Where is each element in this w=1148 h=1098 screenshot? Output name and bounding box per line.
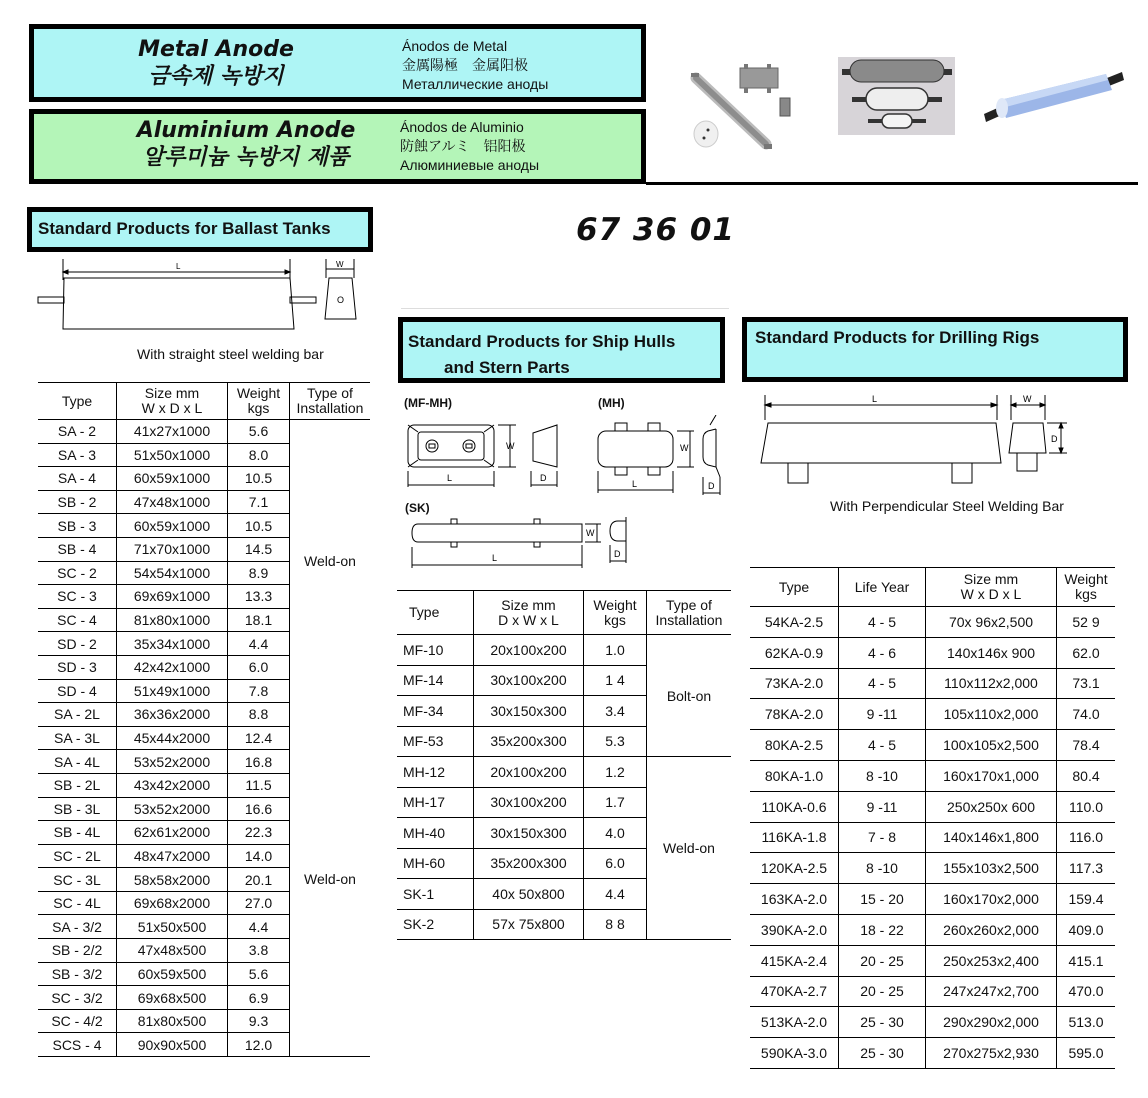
cell-size: 51x50x500 bbox=[117, 915, 228, 939]
cell-type: 415KA-2.4 bbox=[750, 945, 839, 976]
cell-size: 69x68x2000 bbox=[117, 891, 228, 915]
cell-size: 250x253x2,400 bbox=[926, 945, 1057, 976]
cell-life-year: 4 - 5 bbox=[839, 730, 926, 761]
cell-weight: 1.7 bbox=[584, 787, 647, 818]
cell-weight: 52 9 bbox=[1057, 607, 1116, 638]
cell-weight: 6.0 bbox=[584, 848, 647, 879]
cell-type: 78KA-2.0 bbox=[750, 699, 839, 730]
mf-length-label: L bbox=[447, 473, 453, 483]
col-header-type: Type bbox=[38, 383, 117, 420]
cell-size: 110x112x2,000 bbox=[926, 668, 1057, 699]
sk-width-label: W bbox=[586, 528, 595, 538]
cell-size: 54x54x1000 bbox=[117, 561, 228, 585]
table-header-row bbox=[397, 591, 731, 635]
drilling-rigs-table bbox=[750, 567, 1115, 1069]
cell-type: SB - 2 bbox=[38, 490, 117, 514]
anode-plate-image bbox=[740, 64, 778, 93]
cell-weight: 78.4 bbox=[1057, 730, 1116, 761]
cell-weight: 6.9 bbox=[228, 986, 290, 1010]
cell-type: SD - 4 bbox=[38, 679, 117, 703]
cell-weight: 80.4 bbox=[1057, 760, 1116, 791]
cell-weight: 27.0 bbox=[228, 891, 290, 915]
aluminium-anode-translations bbox=[400, 118, 539, 175]
col-header-size: Size mm D x W x L bbox=[474, 591, 584, 635]
table-row bbox=[750, 976, 1115, 1007]
mh-length-label: L bbox=[632, 479, 638, 489]
cell-type: SK-2 bbox=[397, 909, 474, 940]
cell-life-year: 9 -11 bbox=[839, 791, 926, 822]
cell-type: SC - 3 bbox=[38, 585, 117, 609]
table-row bbox=[750, 1038, 1115, 1069]
ship-hulls-header-line1: Standard Products for Ship Hulls bbox=[408, 332, 676, 351]
metal-anode-translations bbox=[402, 37, 548, 94]
cell-weight: 5.6 bbox=[228, 962, 290, 986]
cell-size: 53x52x2000 bbox=[117, 797, 228, 821]
metal-anode-cjk: 金厲陽極 金属阳极 bbox=[402, 57, 528, 73]
mh-width-label: W bbox=[680, 443, 689, 453]
cell-size: 71x70x1000 bbox=[117, 537, 228, 561]
cell-life-year: 4 - 5 bbox=[839, 668, 926, 699]
cell-type: SA - 3 bbox=[38, 443, 117, 467]
cell-weight: 62.0 bbox=[1057, 637, 1116, 668]
cell-type: SB - 3 bbox=[38, 514, 117, 538]
metal-anode-banner bbox=[29, 24, 646, 102]
ballast-tanks-header: Standard Products for Ballast Tanks bbox=[27, 207, 373, 252]
cell-life-year: 20 - 25 bbox=[839, 976, 926, 1007]
cell-weight: 8.8 bbox=[228, 703, 290, 727]
cell-life-year: 25 - 30 bbox=[839, 1038, 926, 1069]
cell-weight: 1.2 bbox=[584, 757, 647, 788]
cell-weight: 12.4 bbox=[228, 726, 290, 750]
cell-type: SD - 3 bbox=[38, 655, 117, 679]
cell-type: MH-40 bbox=[397, 818, 474, 849]
cell-type: SB - 2L bbox=[38, 773, 117, 797]
aluminium-anode-title-en: Aluminium Anode bbox=[136, 118, 356, 143]
cell-size: 90x90x500 bbox=[117, 1033, 228, 1057]
drilling-rigs-caption: With Perpendicular Steel Welding Bar bbox=[830, 498, 1064, 514]
table-row bbox=[750, 668, 1115, 699]
cell-weight: 7.8 bbox=[228, 679, 290, 703]
cell-life-year: 8 -10 bbox=[839, 760, 926, 791]
cell-size: 43x42x2000 bbox=[117, 773, 228, 797]
col-header-weight: Weight kgs bbox=[1057, 568, 1116, 607]
cell-size: 160x170x1,000 bbox=[926, 760, 1057, 791]
cell-type: SA - 4L bbox=[38, 750, 117, 774]
cell-type: MF-14 bbox=[397, 665, 474, 696]
cell-weight: 4.0 bbox=[584, 818, 647, 849]
cell-weight: 116.0 bbox=[1057, 822, 1116, 853]
cell-type: 470KA-2.7 bbox=[750, 976, 839, 1007]
cell-type: SC - 3/2 bbox=[38, 986, 117, 1010]
cell-size: 260x260x2,000 bbox=[926, 914, 1057, 945]
col-header-installation: Type of Installation bbox=[647, 591, 732, 635]
cell-type: SC - 4L bbox=[38, 891, 117, 915]
cell-size: 140x146x1,800 bbox=[926, 822, 1057, 853]
table-row bbox=[750, 1007, 1115, 1038]
cell-size: 69x68x500 bbox=[117, 986, 228, 1010]
col-header-life-year: Life Year bbox=[839, 568, 926, 607]
table-row bbox=[750, 730, 1115, 761]
cell-type: MH-60 bbox=[397, 848, 474, 879]
cell-size: 47x48x1000 bbox=[117, 490, 228, 514]
cell-type: 120KA-2.5 bbox=[750, 853, 839, 884]
product-photo-oval-anodes bbox=[838, 57, 955, 135]
aluminium-anode-banner bbox=[29, 109, 646, 184]
cell-weight: 6.0 bbox=[228, 655, 290, 679]
mh-diagram-label: (MH) bbox=[598, 396, 625, 410]
cell-size: 45x44x2000 bbox=[117, 726, 228, 750]
cell-weight: 18.1 bbox=[228, 608, 290, 632]
cell-size: 60x59x1000 bbox=[117, 467, 228, 491]
cell-size: 70x 96x2,500 bbox=[926, 607, 1057, 638]
cell-size: 47x48x500 bbox=[117, 939, 228, 963]
cell-life-year: 4 - 6 bbox=[839, 637, 926, 668]
cell-size: 20x100x200 bbox=[474, 757, 584, 788]
cell-type: SB - 4 bbox=[38, 537, 117, 561]
cell-type: 80KA-1.0 bbox=[750, 760, 839, 791]
cell-size: 247x247x2,700 bbox=[926, 976, 1057, 1007]
cell-size: 105x110x2,000 bbox=[926, 699, 1057, 730]
cell-type: SK-1 bbox=[397, 879, 474, 910]
cell-size: 290x290x2,000 bbox=[926, 1007, 1057, 1038]
cell-weight: 74.0 bbox=[1057, 699, 1116, 730]
ship-hulls-header bbox=[398, 317, 725, 383]
cell-type: SC - 3L bbox=[38, 868, 117, 892]
rig-depth-label: D bbox=[1051, 434, 1058, 444]
cell-size: 48x47x2000 bbox=[117, 844, 228, 868]
cell-size: 250x250x 600 bbox=[926, 791, 1057, 822]
cell-weight: 4.4 bbox=[228, 915, 290, 939]
cell-size: 81x80x500 bbox=[117, 1009, 228, 1033]
cell-size: 35x200x300 bbox=[474, 848, 584, 879]
cell-type: 54KA-2.5 bbox=[750, 607, 839, 638]
table-row bbox=[750, 699, 1115, 730]
ballast-length-label: L bbox=[176, 262, 181, 271]
ship-hulls-header-line2: and Stern Parts bbox=[444, 358, 570, 377]
cell-type: MH-17 bbox=[397, 787, 474, 818]
drilling-rig-anode-diagram bbox=[755, 390, 1075, 490]
cell-weight: 14.0 bbox=[228, 844, 290, 868]
cell-size: 30x100x200 bbox=[474, 787, 584, 818]
cell-type: SC - 2 bbox=[38, 561, 117, 585]
cell-life-year: 7 - 8 bbox=[839, 822, 926, 853]
cell-type: SA - 3L bbox=[38, 726, 117, 750]
cell-weight: 14.5 bbox=[228, 537, 290, 561]
cell-weight: 11.5 bbox=[228, 773, 290, 797]
table-row bbox=[750, 607, 1115, 638]
cell-size: 58x58x2000 bbox=[117, 868, 228, 892]
metal-anode-title-en: Metal Anode bbox=[138, 37, 294, 62]
drilling-rigs-header: Standard Products for Drilling Rigs bbox=[742, 317, 1128, 382]
cell-weight: 16.6 bbox=[228, 797, 290, 821]
table-row bbox=[750, 853, 1115, 884]
cell-type: SA - 3/2 bbox=[38, 915, 117, 939]
cell-type: SB - 3/2 bbox=[38, 962, 117, 986]
cell-life-year: 15 - 20 bbox=[839, 884, 926, 915]
metal-anode-ru: Металлические аноды bbox=[402, 76, 549, 92]
cell-life-year: 4 - 5 bbox=[839, 607, 926, 638]
cell-life-year: 9 -11 bbox=[839, 699, 926, 730]
cell-weight: 117.3 bbox=[1057, 853, 1116, 884]
cell-type: SB - 3L bbox=[38, 797, 117, 821]
col-header-type: Type bbox=[750, 568, 839, 607]
sk-depth-label: D bbox=[614, 549, 621, 559]
cell-size: 155x103x2,500 bbox=[926, 853, 1057, 884]
cell-installation: Weld-on bbox=[304, 553, 356, 570]
small-anode-image bbox=[780, 98, 790, 116]
cell-type: SA - 2L bbox=[38, 703, 117, 727]
cell-type: 73KA-2.0 bbox=[750, 668, 839, 699]
table-row bbox=[750, 945, 1115, 976]
cell-weight: 10.5 bbox=[228, 514, 290, 538]
cell-size: 60x59x500 bbox=[117, 962, 228, 986]
cell-weight: 1 4 bbox=[584, 665, 647, 696]
cell-weight: 9.3 bbox=[228, 1009, 290, 1033]
cell-weight: 3.8 bbox=[228, 939, 290, 963]
cell-size: 100x105x2,500 bbox=[926, 730, 1057, 761]
table-row bbox=[750, 884, 1115, 915]
aluminium-anode-ru: Алюминиевые аноды bbox=[400, 157, 540, 173]
cell-type: 80KA-2.5 bbox=[750, 730, 839, 761]
cell-size: 270x275x2,930 bbox=[926, 1038, 1057, 1069]
cell-life-year: 8 -10 bbox=[839, 853, 926, 884]
cell-weight: 409.0 bbox=[1057, 914, 1116, 945]
cell-size: 60x59x1000 bbox=[117, 514, 228, 538]
cell-type: MF-53 bbox=[397, 726, 474, 757]
cell-type: SD - 2 bbox=[38, 632, 117, 656]
table-row bbox=[38, 420, 370, 444]
cell-weight: 470.0 bbox=[1057, 976, 1116, 1007]
cell-size: 35x200x300 bbox=[474, 726, 584, 757]
cell-size: 62x61x2000 bbox=[117, 821, 228, 845]
sk-diagram-label: (SK) bbox=[405, 501, 430, 515]
cell-weight: 110.0 bbox=[1057, 791, 1116, 822]
table-row bbox=[38, 703, 370, 727]
cell-type: 513KA-2.0 bbox=[750, 1007, 839, 1038]
cell-weight: 513.0 bbox=[1057, 1007, 1116, 1038]
col-header-size: Size mm W x D x L bbox=[926, 568, 1057, 607]
cell-type: 116KA-1.8 bbox=[750, 822, 839, 853]
table-row bbox=[750, 637, 1115, 668]
cell-weight: 10.5 bbox=[228, 467, 290, 491]
cell-type: SC - 2L bbox=[38, 844, 117, 868]
hulls-divider bbox=[401, 308, 729, 309]
rig-width-label: W bbox=[1023, 394, 1032, 404]
ballast-caption: With straight steel welding bar bbox=[137, 346, 324, 362]
aluminium-anode-title-ko: 알루미늄 녹방지 제품 bbox=[142, 145, 350, 170]
cell-type: 163KA-2.0 bbox=[750, 884, 839, 915]
cell-size: 57x 75x800 bbox=[474, 909, 584, 940]
cell-size: 30x100x200 bbox=[474, 665, 584, 696]
cell-size: 51x49x1000 bbox=[117, 679, 228, 703]
metal-anode-title bbox=[101, 37, 331, 91]
col-header-weight: Weight kgs bbox=[228, 383, 290, 420]
cell-weight: 13.3 bbox=[228, 585, 290, 609]
ballast-width-label: W bbox=[336, 260, 344, 269]
col-header-type: Type bbox=[397, 591, 474, 635]
col-header-size: Size mm W x D x L bbox=[117, 383, 228, 420]
cell-weight: 8.9 bbox=[228, 561, 290, 585]
cell-type: SB - 4L bbox=[38, 821, 117, 845]
mf-mh-diagram-label: (MF-MH) bbox=[404, 396, 452, 410]
cell-type: MF-34 bbox=[397, 696, 474, 727]
cell-type: SC - 4/2 bbox=[38, 1009, 117, 1033]
cell-life-year: 18 - 22 bbox=[839, 914, 926, 945]
mf-depth-label: D bbox=[540, 473, 547, 483]
table-row bbox=[750, 822, 1115, 853]
cell-type: SB - 2/2 bbox=[38, 939, 117, 963]
cell-life-year: 20 - 25 bbox=[839, 945, 926, 976]
sk-length-label: L bbox=[492, 553, 498, 563]
cell-installation: Weld-on bbox=[290, 703, 371, 1057]
cell-size: 20x100x200 bbox=[474, 635, 584, 666]
cell-size: 69x69x1000 bbox=[117, 585, 228, 609]
cell-type: 590KA-3.0 bbox=[750, 1038, 839, 1069]
cell-size: 30x150x300 bbox=[474, 696, 584, 727]
ballast-end-mark: O bbox=[337, 295, 345, 305]
cell-installation: Weld-on bbox=[647, 757, 732, 940]
rig-length-label: L bbox=[872, 394, 878, 404]
ballast-tanks-table bbox=[38, 382, 370, 1057]
table-row bbox=[397, 635, 731, 666]
metal-anode-title-ko: 금속제 녹방지 bbox=[148, 64, 284, 89]
table-header-row bbox=[750, 568, 1115, 607]
cell-life-year: 25 - 30 bbox=[839, 1007, 926, 1038]
cell-type: SCS - 4 bbox=[38, 1033, 117, 1057]
ship-hull-anode-diagrams bbox=[400, 415, 730, 580]
cell-weight: 159.4 bbox=[1057, 884, 1116, 915]
cell-installation: Bolt-on bbox=[647, 635, 732, 757]
table-row bbox=[750, 791, 1115, 822]
cell-size: 81x80x1000 bbox=[117, 608, 228, 632]
aluminium-anode-es: Ánodos de Aluminio bbox=[400, 119, 524, 135]
cell-weight: 4.4 bbox=[584, 879, 647, 910]
cell-type: MF-10 bbox=[397, 635, 474, 666]
cell-size: 140x146x 900 bbox=[926, 637, 1057, 668]
disc-anode-image bbox=[694, 121, 718, 147]
aluminium-anode-title bbox=[121, 118, 371, 172]
col-header-weight: Weight kgs bbox=[584, 591, 647, 635]
cell-size: 40x 50x800 bbox=[474, 879, 584, 910]
cell-weight: 595.0 bbox=[1057, 1038, 1116, 1069]
cell-weight: 3.4 bbox=[584, 696, 647, 727]
cell-weight: 12.0 bbox=[228, 1033, 290, 1057]
cell-weight: 5.6 bbox=[228, 420, 290, 444]
cell-type: SA - 4 bbox=[38, 467, 117, 491]
cell-type: 62KA-0.9 bbox=[750, 637, 839, 668]
product-code: 67 36 01 bbox=[576, 212, 736, 248]
cell-weight: 20.1 bbox=[228, 868, 290, 892]
product-photo-assorted-anodes bbox=[688, 60, 808, 160]
table-header-row bbox=[38, 383, 370, 420]
cell-weight: 415.1 bbox=[1057, 945, 1116, 976]
cell-weight: 8.0 bbox=[228, 443, 290, 467]
cell-size: 36x36x2000 bbox=[117, 703, 228, 727]
metal-anode-es: Ánodos de Metal bbox=[402, 38, 508, 54]
cell-size: 42x42x1000 bbox=[117, 655, 228, 679]
ship-hulls-table bbox=[397, 590, 731, 940]
header-divider bbox=[646, 182, 1138, 185]
cell-weight: 73.1 bbox=[1057, 668, 1116, 699]
cell-weight: 8 8 bbox=[584, 909, 647, 940]
cell-weight: 16.8 bbox=[228, 750, 290, 774]
aluminium-anode-cjk: 防蝕アルミ 铝阳极 bbox=[400, 138, 526, 154]
cell-type: SC - 4 bbox=[38, 608, 117, 632]
cell-type: 390KA-2.0 bbox=[750, 914, 839, 945]
ballast-anode-diagram bbox=[36, 256, 366, 336]
cell-weight: 22.3 bbox=[228, 821, 290, 845]
cell-weight: 4.4 bbox=[228, 632, 290, 656]
cell-type: SA - 2 bbox=[38, 420, 117, 444]
mf-width-label: W bbox=[506, 441, 515, 451]
cell-size: 160x170x2,000 bbox=[926, 884, 1057, 915]
product-photo-aluminium-anode bbox=[980, 70, 1130, 130]
cell-size: 35x34x1000 bbox=[117, 632, 228, 656]
cell-type: MH-12 bbox=[397, 757, 474, 788]
cell-size: 30x150x300 bbox=[474, 818, 584, 849]
cell-weight: 5.3 bbox=[584, 726, 647, 757]
table-row bbox=[750, 760, 1115, 791]
cell-size: 51x50x1000 bbox=[117, 443, 228, 467]
col-header-installation: Type of Installation bbox=[290, 383, 371, 420]
cell-type: 110KA-0.6 bbox=[750, 791, 839, 822]
cell-weight: 1.0 bbox=[584, 635, 647, 666]
cell-size: 41x27x1000 bbox=[117, 420, 228, 444]
table-row bbox=[750, 914, 1115, 945]
cell-weight: 7.1 bbox=[228, 490, 290, 514]
table-row bbox=[397, 757, 731, 788]
mh-depth-label: D bbox=[708, 481, 715, 491]
cell-size: 53x52x2000 bbox=[117, 750, 228, 774]
